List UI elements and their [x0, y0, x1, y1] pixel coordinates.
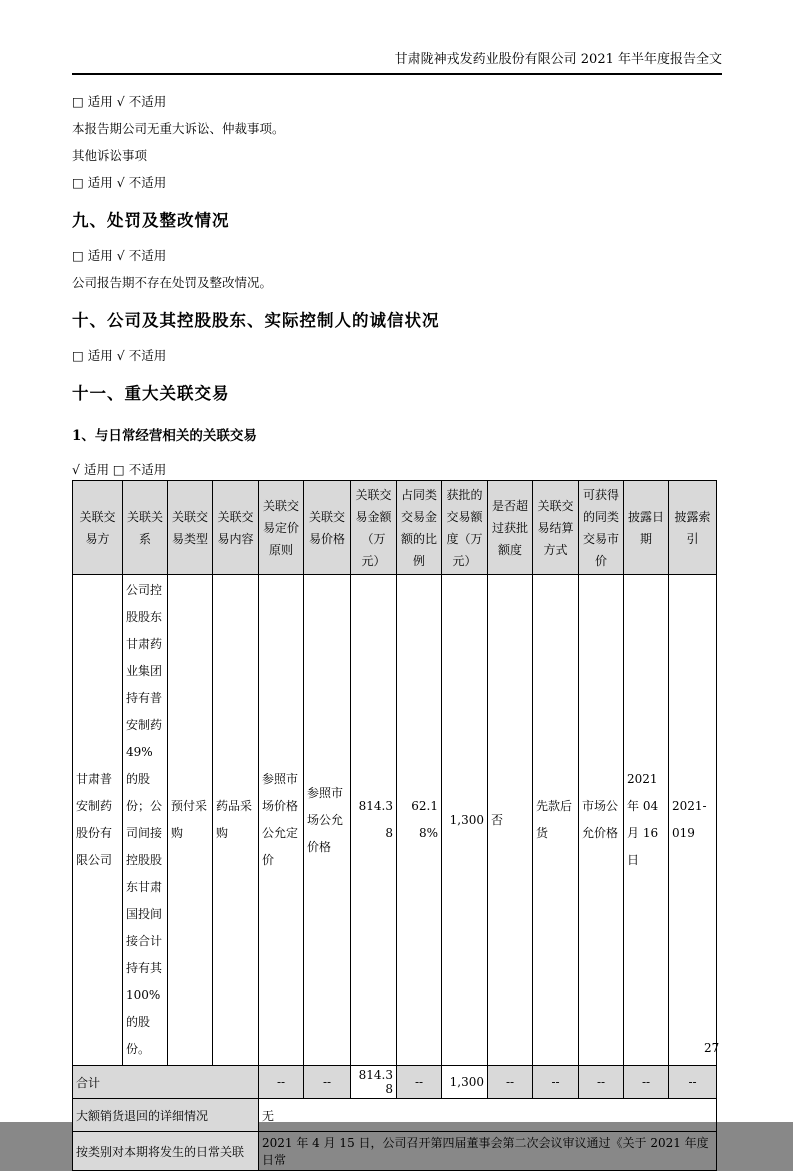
total-market-price: --: [579, 1066, 624, 1099]
section-11-applicability-line: √ 适用 □ 不适用: [72, 462, 167, 477]
other-litigation-title: 其他诉讼事项: [72, 148, 148, 163]
cell-disclosure-date: 2021 年 04 月 16 日: [624, 575, 669, 1066]
related-party-transactions-table: [72, 480, 720, 1171]
cell-price: 参照市场公允价格: [304, 575, 351, 1066]
cell-disclosure-index: 2021-019: [669, 575, 717, 1066]
cell-pct: 62.18%: [397, 575, 442, 1066]
litigation-statement: 本报告期公司无重大诉讼、仲裁事项。: [72, 121, 285, 136]
table-row: [73, 575, 717, 1066]
header-cell-disclosure-index: 披露索引: [669, 481, 717, 575]
section-9-title: 九、处罚及整改情况: [72, 211, 230, 230]
table-total-row: [73, 1066, 717, 1099]
cell-over-quota: 否: [488, 575, 533, 1066]
total-disclosure-date: --: [624, 1066, 669, 1099]
header-cell-price: 关联交易价格: [304, 481, 351, 575]
header-cell-settlement: 关联交易结算方式: [533, 481, 579, 575]
header-cell-party: 关联交易方: [73, 481, 123, 575]
page-header-title: 甘肃陇神戎发药业股份有限公司 2021 年半年度报告全文: [394, 52, 722, 67]
header-cell-type: 关联交易类型: [168, 481, 213, 575]
header-cell-relationship: 关联关系: [123, 481, 168, 575]
table-return-row: [73, 1099, 717, 1132]
cell-relationship: 公司控股股东甘肃药业集团持有普安制药49%的股份；公司间接控股股东甘肃国投间接合计持有其100%的股份。: [123, 575, 168, 1066]
table-header-row: [73, 481, 717, 575]
section-9-applicability-line: □ 适用 √ 不适用: [72, 248, 167, 263]
daily-row-label: 按类别对本期将发生的日常关联: [73, 1132, 259, 1171]
cell-pricing-principle: 参照市场价格公允定价: [259, 575, 304, 1066]
total-over-quota: --: [488, 1066, 533, 1099]
daily-row-value: 2021 年 4 月 15 日，公司召开第四届董事会第二次会议审议通过《关于 2021 年度日常: [259, 1132, 717, 1171]
header-cell-market-price: 可获得的同类交易市价: [579, 481, 624, 575]
header-cell-amount: 关联交易金额（万元）: [351, 481, 397, 575]
litigation-applicability-line: □ 适用 √ 不适用: [72, 94, 167, 109]
cell-type: 预付采购: [168, 575, 213, 1066]
total-pricing-principle: --: [259, 1066, 304, 1099]
page-number: 27: [704, 1041, 720, 1055]
section-11-sub1-title: 1、与日常经营相关的关联交易: [72, 428, 257, 444]
section-9-statement: 公司报告期不存在处罚及整改情况。: [72, 275, 273, 290]
total-price: --: [304, 1066, 351, 1099]
page-header: [72, 52, 722, 75]
total-disclosure-index: --: [669, 1066, 717, 1099]
header-cell-over-quota: 是否超过获批额度: [488, 481, 533, 575]
total-settlement: --: [533, 1066, 579, 1099]
header-cell-pct: 占同类交易金额的比例: [397, 481, 442, 575]
return-row-value: 无: [259, 1099, 717, 1132]
table-daily-row: [73, 1132, 717, 1171]
total-label: 合计: [73, 1066, 259, 1099]
cell-market-price: 市场公允价格: [579, 575, 624, 1066]
section-10-title: 十、公司及其控股股东、实际控制人的诚信状况: [72, 311, 440, 330]
total-approved-quota: 1,300: [442, 1066, 488, 1099]
header-cell-pricing-principle: 关联交易定价原则: [259, 481, 304, 575]
header-cell-content: 关联交易内容: [213, 481, 259, 575]
total-amount: 814.38: [351, 1066, 397, 1099]
section-11-title: 十一、重大关联交易: [72, 384, 230, 403]
header-cell-disclosure-date: 披露日期: [624, 481, 669, 575]
cell-approved-quota: 1,300: [442, 575, 488, 1066]
total-pct: --: [397, 1066, 442, 1099]
return-row-label: 大额销货退回的详细情况: [73, 1099, 259, 1132]
cell-party: 甘肃普安制药股份有限公司: [73, 575, 123, 1066]
cell-settlement: 先款后货: [533, 575, 579, 1066]
header-cell-approved-quota: 获批的交易额度（万元）: [442, 481, 488, 575]
section-10-applicability-line: □ 适用 √ 不适用: [72, 348, 167, 363]
other-litigation-applicability-line: □ 适用 √ 不适用: [72, 175, 167, 190]
cell-content: 药品采购: [213, 575, 259, 1066]
cell-amount: 814.38: [351, 575, 397, 1066]
